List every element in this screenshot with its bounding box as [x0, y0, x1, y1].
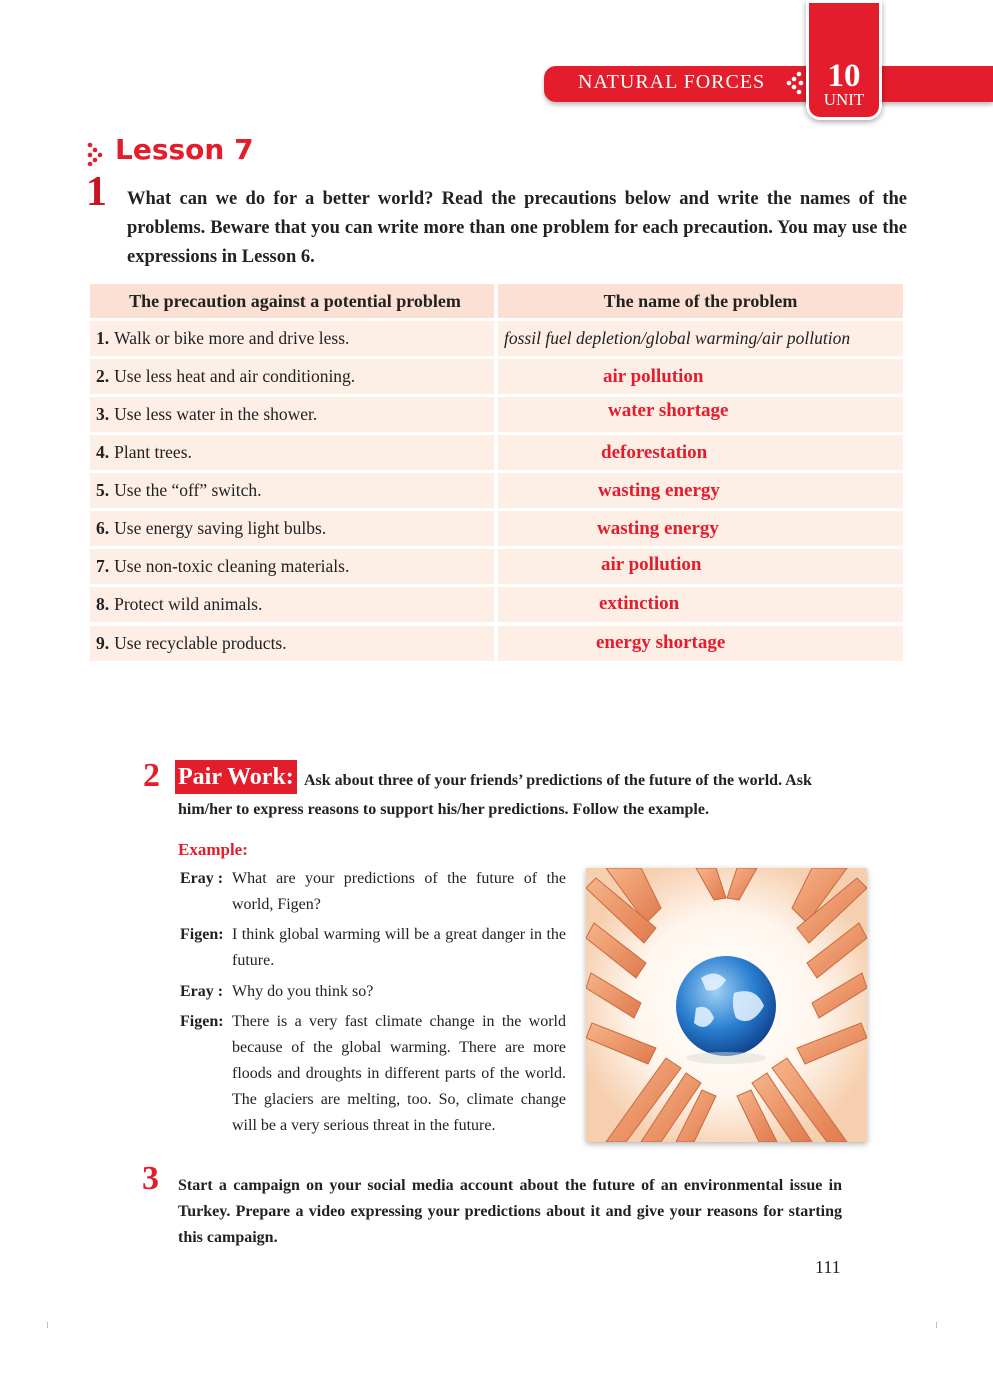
table-row [90, 397, 494, 432]
speaker-name: Eray : [180, 983, 224, 1000]
unit-number: 10 [827, 58, 861, 94]
handwritten-answer: air pollution [601, 554, 702, 575]
precaution-text: Use less heat and air conditioning. [114, 366, 356, 386]
dialogue-line: There is a very fast climate change in the world because of the global warming. There are more floods and droughts in different parts of the world. The glaciers are melting, too. So, climate change will be a very serious threat in the future. [232, 1013, 566, 1134]
dialogue-line: I think global warming will be a great danger in the future. [232, 926, 566, 969]
problem-cell [498, 587, 903, 622]
row-number: 2. [96, 366, 110, 386]
lesson-dots-icon [86, 142, 104, 166]
table-header-problem: The name of the problem [498, 284, 903, 318]
row-number: 9. [96, 633, 110, 653]
dialogue-line: What are your predictions of the future of the world, Figen? [232, 870, 566, 913]
example-answer: fossil fuel depletion/global warming/air pollution [504, 328, 851, 348]
unit-label: UNIT [823, 90, 865, 109]
precaution-text: Use non-toxic cleaning materials. [114, 556, 350, 576]
exercise-2-number: 2 [143, 757, 160, 794]
exercise-3-number: 3 [142, 1160, 159, 1197]
row-number: 1. [96, 328, 110, 348]
hands-globe-image [586, 868, 867, 1142]
table-row [90, 321, 494, 356]
table-row [90, 587, 494, 622]
handwritten-answer: wasting energy [597, 518, 719, 539]
dots-icon [785, 70, 805, 96]
table-row [90, 511, 494, 546]
handwritten-answer: energy shortage [596, 632, 726, 653]
handwritten-answer: air pollution [603, 366, 704, 387]
table-row [90, 473, 494, 508]
crop-mark [936, 1322, 937, 1328]
table-header-precaution: The precaution against a potential problem [90, 284, 494, 318]
dialogue-line: Why do you think so? [232, 983, 374, 1000]
handwritten-answer: wasting energy [598, 480, 720, 501]
speaker-name: Figen: [180, 1013, 224, 1030]
lesson-title: Lesson 7 [115, 133, 254, 166]
exercise-2-instruction-line2: him/her to express reasons to support his/her predictions. Follow the example. [178, 801, 709, 818]
hands-heart-globe-icon [586, 868, 867, 1142]
exercise-1-number: 1 [86, 169, 107, 215]
page-number: 111 [815, 1257, 841, 1277]
row-number: 7. [96, 556, 110, 576]
handwritten-answer: deforestation [601, 442, 708, 463]
problem-cell [498, 321, 903, 356]
section-title: NATURAL FORCES [578, 71, 766, 93]
example-label: Example: [178, 840, 248, 859]
precaution-text: Use recyclable products. [114, 633, 287, 653]
precaution-text: Use the “off” switch. [114, 480, 262, 500]
exercise-2-instruction-line1: Ask about three of your friends’ predictions of the future of the world. Ask [304, 772, 812, 789]
table-row [90, 435, 494, 470]
precaution-text: Protect wild animals. [114, 594, 263, 614]
handwritten-answer: extinction [599, 593, 680, 614]
row-number: 3. [96, 404, 110, 424]
pair-work-tag: Pair Work: [175, 760, 297, 794]
exercise-3-instruction: Start a campaign on your social media account about the future of an environmental issue in Turkey. Prepare a video expressing your predictions about it and give your reasons for starting this campaign. [178, 1177, 842, 1246]
row-number: 4. [96, 442, 110, 462]
precaution-text: Use less water in the shower. [114, 404, 318, 424]
crop-mark [47, 1322, 48, 1328]
precaution-text: Use energy saving light bulbs. [114, 518, 327, 538]
precaution-text: Walk or bike more and drive less. [114, 328, 350, 348]
row-number: 6. [96, 518, 110, 538]
exercise-1-instruction: What can we do for a better world? Read the precautions below and write the names of the problems. Beware that you can write more than one problem for each precaution. You may use the expressions in Lesson 6. [127, 189, 907, 267]
row-number: 5. [96, 480, 110, 500]
table-row [90, 549, 494, 584]
table-row [90, 626, 494, 661]
speaker-name: Eray : [180, 870, 224, 887]
handwritten-answer: water shortage [608, 400, 729, 421]
precaution-text: Plant trees. [114, 442, 192, 462]
table-row [90, 359, 494, 394]
speaker-name: Figen: [180, 926, 224, 943]
row-number: 8. [96, 594, 110, 614]
